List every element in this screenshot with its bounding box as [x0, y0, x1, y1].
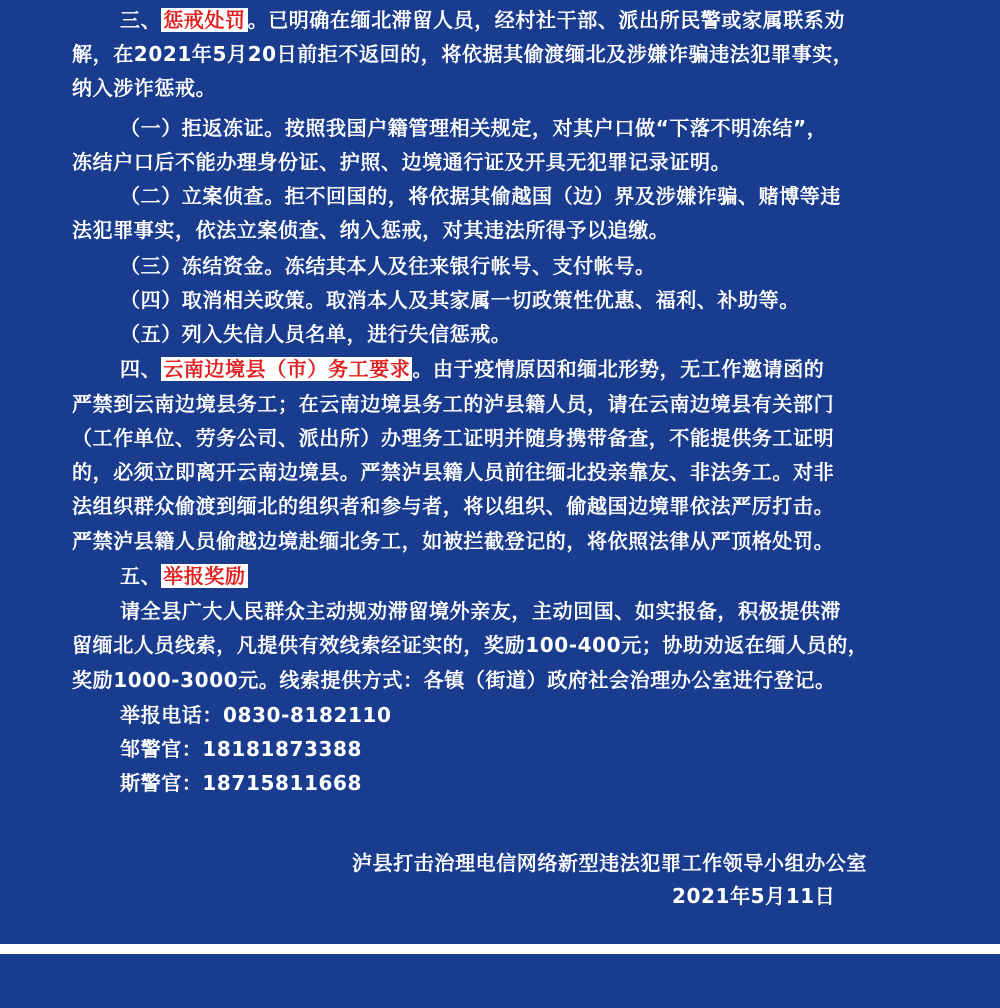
section4-heading: 云南边境县（市）务工要求 — [163, 357, 411, 381]
section3-heading-line — [120, 8, 845, 32]
section5-heading-line — [120, 564, 248, 588]
section3-prefix: 三、 — [120, 8, 162, 32]
section4-line1-rest: 。由于疫情原因和缅北形势，无工作邀请函的 — [412, 357, 825, 381]
section3-line2: 解，在2021年5月20日前拒不返回的，将依据其偷渡缅北及涉嫌诈骗违法犯罪事实， — [72, 42, 854, 66]
footer-divider — [0, 944, 1000, 954]
section3-heading: 惩戒处罚 — [163, 8, 246, 32]
issue-date: 2021年5月11日 — [672, 884, 836, 908]
section4-prefix: 四、 — [120, 357, 162, 381]
section3-item3: （三）冻结资金。冻结其本人及往来银行帐号、支付帐号。 — [120, 254, 656, 278]
report-hotline: 举报电话：0830-8182110 — [120, 703, 392, 727]
section3-item4: （四）取消相关政策。取消本人及其家属一切政策性优惠、福利、补助等。 — [120, 288, 800, 312]
section5-heading: 举报奖励 — [163, 564, 246, 588]
section3-item2-line1: （二）立案侦查。拒不回国的，将依据其偷越国（边）界及涉嫌诈骗、赌博等违 — [120, 184, 841, 208]
officer-contact-1: 邹警官：18181873388 — [120, 737, 363, 761]
section4-line5: 法组织群众偷渡到缅北的组织者和参与者，将以组织、偷越国边境罪依法严厉打击。 — [72, 494, 835, 518]
section5-line1: 请全县广大人民群众主动规劝滞留境外亲友，主动回国、如实报备，积极提供滞 — [120, 599, 841, 623]
issuer-signature: 泸县打击治理电信网络新型违法犯罪工作领导小组办公室 — [352, 851, 867, 875]
section3-item5: （五）列入失信人员名单，进行失信惩戒。 — [120, 322, 512, 346]
section3-item1-line2: 冻结户口后不能办理身份证、护照、边境通行证及开具无犯罪记录证明。 — [72, 150, 732, 174]
officer-contact-2: 斯警官：18715811668 — [120, 771, 363, 795]
section4-line2: 严禁到云南边境县务工；在云南边境县务工的泸县籍人员，请在云南边境县有关部门 — [72, 392, 835, 416]
section5-line2: 留缅北人员线索，凡提供有效线索经证实的，奖励100-400元；协助劝返在缅人员的， — [72, 633, 869, 657]
section3-line1-rest: 。已明确在缅北滞留人员，经村社干部、派出所民警或家属联系劝 — [247, 8, 846, 32]
section3-item1-line1: （一）拒返冻证。按照我国户籍管理相关规定，对其户口做“下落不明冻结”， — [120, 116, 828, 140]
section4-line3: （工作单位、劳务公司、派出所）办理务工证明并随身携带备查，不能提供务工证明 — [72, 426, 835, 450]
section3-item2-line2: 法犯罪事实，依法立案侦查、纳入惩戒，对其违法所得予以追缴。 — [72, 218, 670, 242]
section5-prefix: 五、 — [120, 564, 162, 588]
section4-line6: 严禁泸县籍人员偷越边境赴缅北务工，如被拦截登记的，将依照法律从严顶格处罚。 — [72, 529, 835, 553]
section3-line3: 纳入涉诈惩戒。 — [72, 76, 217, 100]
section5-line3: 奖励1000-3000元。线索提供方式：各镇（街道）政府社会治理办公室进行登记。 — [72, 668, 836, 692]
section4-heading-line — [120, 357, 824, 381]
section4-line4: 的，必须立即离开云南边境县。严禁泸县籍人员前往缅北投亲靠友、非法务工。对非 — [72, 460, 835, 484]
